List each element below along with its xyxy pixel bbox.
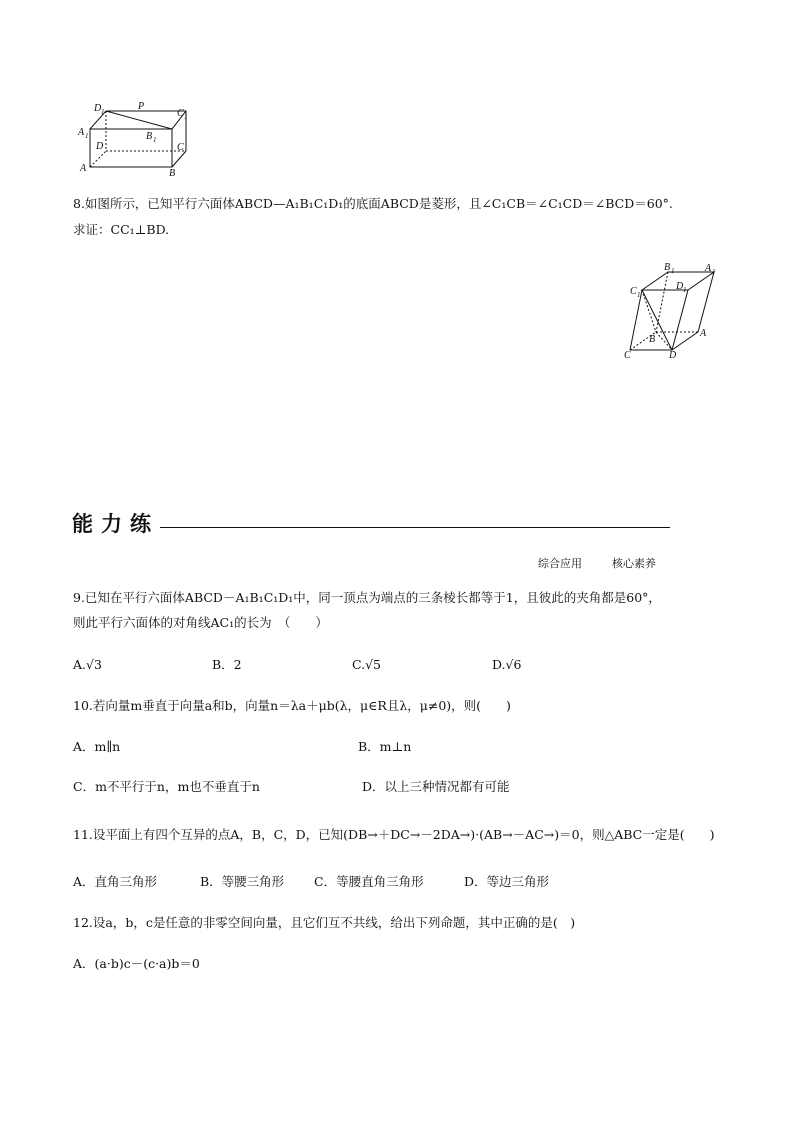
label-a1-sub: 1 [85, 132, 89, 140]
label-p: P [138, 101, 145, 112]
q10-option-d: D．以上三种情况都有可能 [362, 779, 510, 794]
label-d1: D [94, 103, 102, 114]
section-title: 能力练 [72, 512, 159, 536]
label-d1: D [676, 281, 684, 292]
q11-option-d: D．等边三角形 [464, 874, 550, 889]
label-b: B [649, 334, 656, 345]
q8-line1: 8.如图所示，已知平行六面体ABCD—A₁B₁C₁D₁的底面ABCD是菱形，且∠C₁CB＝∠C₁CD＝∠BCD＝60°. [73, 196, 673, 211]
q12-stem: 12.设a，b，c是任意的非零空间向量，且它们互不共线，给出下列命题，其中正确的是( ) [73, 915, 576, 930]
q12-option-a: A．(a·b)c－(c·a)b＝0 [73, 956, 200, 971]
label-b1: B [146, 131, 153, 142]
label-a1: A [705, 263, 712, 274]
section-tag-literacy: 核心素养 [612, 557, 656, 570]
label-c1: C [177, 108, 184, 119]
label-c: C [177, 142, 184, 153]
q10-option-c: C．m不平行于n，m也不垂直于n [73, 779, 260, 794]
label-a1: A [78, 127, 85, 138]
q10-option-b: B．m⊥n [358, 739, 412, 754]
label-c1-sub: 1 [184, 113, 188, 121]
label-b1-sub: 1 [671, 267, 675, 275]
q8-line2: 求证：CC₁⊥BD. [73, 222, 170, 237]
label-d1-sub: 1 [683, 286, 687, 294]
label-a: A [700, 328, 707, 339]
label-b1-sub: 1 [153, 136, 157, 144]
q11-option-b: B．等腰三角形 [200, 874, 285, 889]
q11-stem: 11.设平面上有四个互异的点A，B，C，D，已知(DB→＋DC→－2DA→)·(AB→－AC→)＝0，则△ABC一定是( ) [73, 827, 715, 842]
label-a: A [80, 163, 87, 174]
label-d: D [669, 350, 677, 361]
label-c: C [624, 350, 631, 361]
section-rule [160, 527, 670, 528]
label-c1: C [630, 286, 637, 297]
cuboid-figure [76, 98, 196, 178]
q9-option-d: D.√6 [492, 657, 522, 672]
q11-option-a: A．直角三角形 [73, 874, 158, 889]
label-d: D [96, 141, 104, 152]
label-b: B [169, 168, 176, 178]
label-d1-sub: 1 [101, 108, 105, 116]
label-c1-sub: 1 [637, 291, 641, 299]
parallelepiped-figure [620, 262, 730, 362]
q9-line1: 9.已知在平行六面体ABCD－A₁B₁C₁D₁中，同一顶点为端点的三条棱长都等于1，且彼此的夹角都是60°， [73, 590, 661, 605]
q11-option-c: C．等腰直角三角形 [314, 874, 424, 889]
q9-option-c: C.√5 [352, 657, 382, 672]
q9-line2: 则此平行六面体的对角线AC₁的长为 （ ） [73, 615, 328, 630]
q10-option-a: A．m∥n [73, 739, 121, 754]
label-b1: B [664, 262, 671, 273]
section-tag-application: 综合应用 [538, 557, 582, 570]
q9-option-a: A.√3 [73, 657, 102, 672]
label-a1-sub: 1 [712, 268, 716, 276]
q9-option-b: B．2 [212, 657, 242, 672]
q10-stem: 10.若向量m垂直于向量a和b，向量n＝λa＋μb(λ，μ∈R且λ，μ≠0)，则( ) [73, 698, 511, 713]
